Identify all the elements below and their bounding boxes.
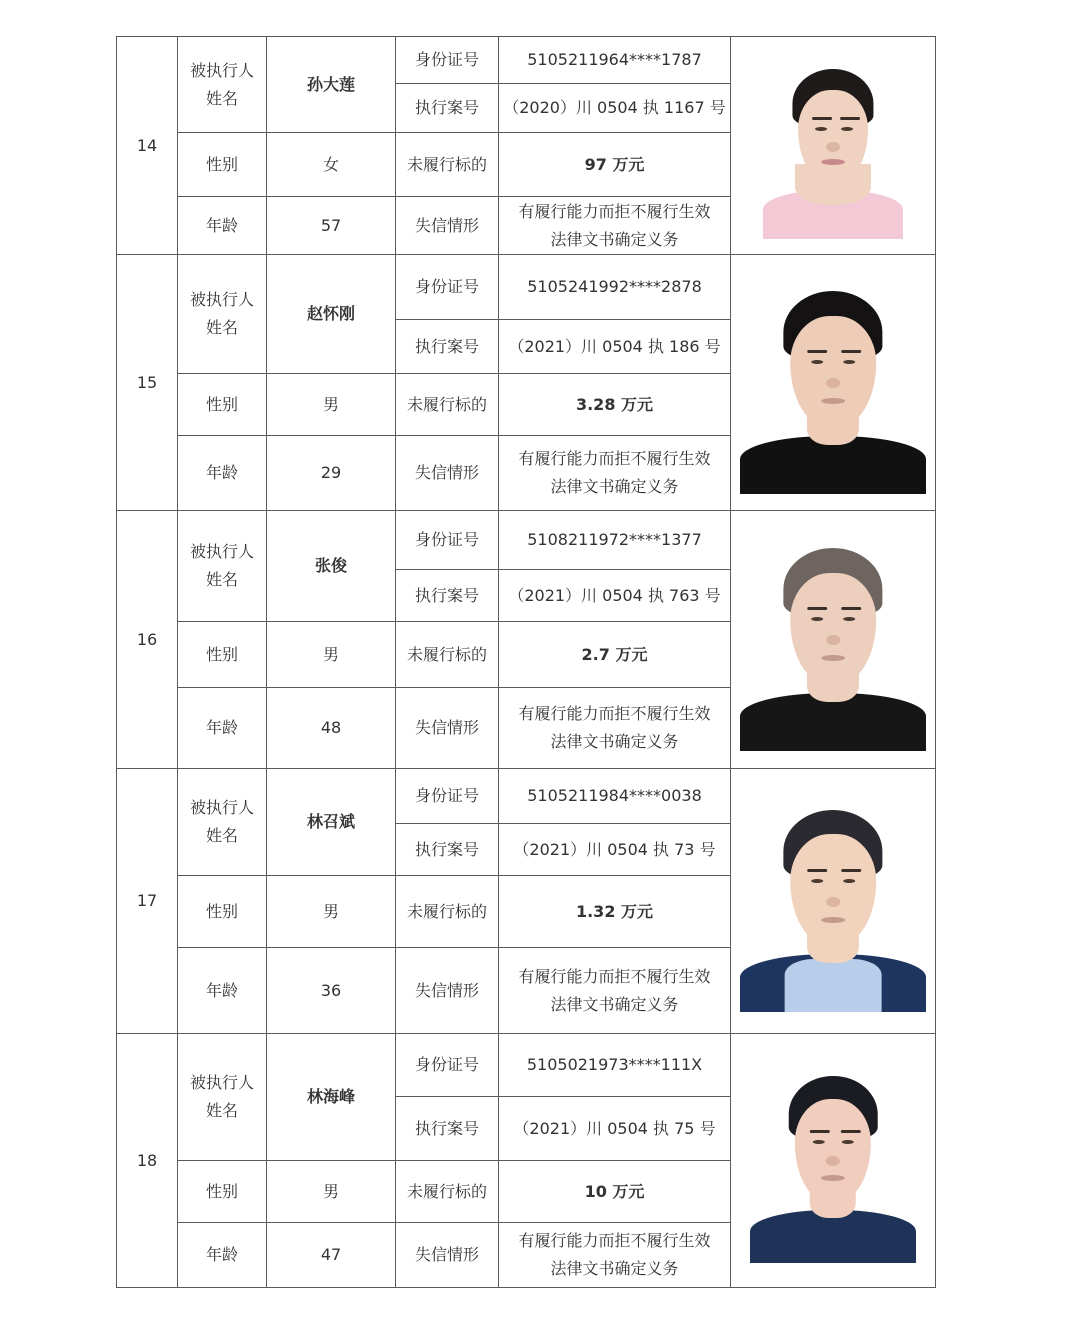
debtor-roster-table (116, 36, 936, 1288)
debtor-photo (750, 1058, 916, 1263)
reason-line2: 法律文书确定义务 (550, 229, 679, 249)
reason-line1: 有履行能力而拒不履行生效 (518, 449, 711, 468)
gender-label: 性别 (178, 133, 267, 197)
mouth (821, 159, 845, 165)
reason-label: 失信情形 (396, 197, 499, 255)
mouth (821, 1175, 845, 1181)
face-shape (798, 90, 868, 183)
name-label-line2: 姓名 (205, 570, 238, 589)
case-number-value: （2021）川 0504 执 73 号 (499, 824, 731, 876)
age-label: 年龄 (178, 688, 267, 769)
debtor-name: 赵怀刚 (267, 255, 396, 374)
case-number-value: （2021）川 0504 执 186 号 (499, 320, 731, 374)
name-label-line1: 被执行人 (189, 542, 254, 561)
record-seq-number: 16 (117, 511, 178, 769)
reason-value (499, 688, 731, 769)
age-value: 57 (267, 197, 396, 255)
left-eyebrow (812, 117, 832, 120)
reason-line1: 有履行能力而拒不履行生效 (518, 1231, 711, 1250)
record-seq-number: 18 (117, 1034, 178, 1288)
reason-line2: 法律文书确定义务 (550, 732, 679, 751)
id-number-value: 5105211984****0038 (499, 769, 731, 824)
debtor-name: 林海峰 (267, 1034, 396, 1161)
reason-label: 失信情形 (396, 436, 499, 511)
gender-value: 女 (267, 133, 396, 197)
name-label-line1: 被执行人 (189, 60, 254, 80)
photo-cell (731, 255, 936, 511)
gender-label: 性别 (178, 1161, 267, 1223)
nose (826, 142, 840, 152)
record-14 (117, 37, 936, 84)
name-label-line1: 被执行人 (189, 1073, 254, 1092)
reason-line1: 有履行能力而拒不履行生效 (518, 704, 711, 723)
face-shape (795, 1099, 871, 1202)
left-eyebrow (810, 1130, 830, 1133)
nose (826, 378, 840, 388)
case-number-label: 执行案号 (396, 570, 499, 622)
debtor-photo (740, 529, 926, 751)
reason-value (499, 948, 731, 1034)
right-eyebrow (841, 1130, 861, 1133)
reason-value (499, 197, 731, 255)
right-eyebrow (842, 607, 862, 610)
reason-value (499, 1223, 731, 1288)
reason-label: 失信情形 (396, 688, 499, 769)
name-label-line2: 姓名 (205, 318, 238, 337)
face-shape (790, 573, 876, 684)
age-label: 年龄 (178, 197, 267, 255)
name-label-line2: 姓名 (205, 1101, 238, 1120)
record-seq-number: 14 (117, 37, 178, 255)
left-eye (811, 617, 823, 621)
left-eyebrow (807, 607, 827, 610)
amount-label: 未履行标的 (396, 1161, 499, 1223)
age-label: 年龄 (178, 1223, 267, 1288)
amount-label: 未履行标的 (396, 133, 499, 197)
record-seq-number: 15 (117, 255, 178, 511)
name-label (178, 769, 267, 876)
gender-value: 男 (267, 622, 396, 688)
right-eye (843, 617, 855, 621)
reason-label: 失信情形 (396, 1223, 499, 1288)
case-number-label: 执行案号 (396, 824, 499, 876)
nose (826, 1156, 840, 1166)
right-eye (843, 879, 855, 883)
right-eyebrow (840, 117, 860, 120)
gender-label: 性别 (178, 622, 267, 688)
id-number-value: 5105021973****111X (499, 1034, 731, 1097)
right-eye (843, 360, 855, 364)
name-label (178, 1034, 267, 1161)
age-value: 47 (267, 1223, 396, 1288)
amount-value: 3.28 万元 (499, 374, 731, 436)
age-label: 年龄 (178, 436, 267, 511)
amount-label: 未履行标的 (396, 876, 499, 948)
id-number-value: 5108211972****1377 (499, 511, 731, 570)
debtor-photo (757, 53, 909, 239)
amount-value: 97 万元 (499, 133, 731, 197)
id-number-label: 身份证号 (396, 255, 499, 320)
reason-line1: 有履行能力而拒不履行生效 (518, 966, 711, 986)
id-number-label: 身份证号 (396, 769, 499, 824)
left-eye (811, 360, 823, 364)
amount-label: 未履行标的 (396, 622, 499, 688)
id-number-value: 5105241992****2878 (499, 255, 731, 320)
gender-label: 性别 (178, 374, 267, 436)
age-value: 48 (267, 688, 396, 769)
debtor-photo (740, 790, 926, 1012)
reason-label: 失信情形 (396, 948, 499, 1034)
debtor-photo (740, 272, 926, 494)
case-number-label: 执行案号 (396, 1097, 499, 1161)
left-eyebrow (807, 350, 827, 353)
name-label (178, 511, 267, 622)
case-number-label: 执行案号 (396, 320, 499, 374)
case-number-value: （2021）川 0504 执 763 号 (499, 570, 731, 622)
right-eyebrow (842, 869, 862, 872)
debtor-name: 林召斌 (267, 769, 396, 876)
amount-label: 未履行标的 (396, 374, 499, 436)
reason-line1: 有履行能力而拒不履行生效 (518, 201, 711, 221)
case-number-value: （2020）川 0504 执 1167 号 (499, 84, 731, 133)
age-label: 年龄 (178, 948, 267, 1034)
mouth (821, 655, 845, 661)
age-value: 36 (267, 948, 396, 1034)
reason-line2: 法律文书确定义务 (550, 994, 679, 1014)
debtor-name: 孙大莲 (267, 37, 396, 133)
name-label-line1: 被执行人 (189, 798, 254, 817)
record-16 (117, 511, 936, 570)
case-number-value: （2021）川 0504 执 75 号 (499, 1097, 731, 1161)
reason-line2: 法律文书确定义务 (550, 477, 679, 496)
right-eye (841, 127, 853, 131)
amount-value: 10 万元 (499, 1161, 731, 1223)
photo-cell (731, 1034, 936, 1288)
name-label-line1: 被执行人 (189, 290, 254, 309)
photo-cell (731, 511, 936, 769)
roster-body (117, 37, 936, 1288)
gender-value: 男 (267, 374, 396, 436)
name-label (178, 255, 267, 374)
name-label-line2: 姓名 (205, 826, 238, 845)
gender-value: 男 (267, 876, 396, 948)
amount-value: 2.7 万元 (499, 622, 731, 688)
debtor-name: 张俊 (267, 511, 396, 622)
record-seq-number: 17 (117, 769, 178, 1034)
id-number-label: 身份证号 (396, 37, 499, 84)
left-eye (813, 1140, 825, 1144)
name-label-line2: 姓名 (205, 88, 238, 108)
gender-label: 性别 (178, 876, 267, 948)
record-18 (117, 1034, 936, 1097)
face-shape (790, 316, 876, 427)
nose (826, 897, 840, 907)
id-number-label: 身份证号 (396, 1034, 499, 1097)
gender-value: 男 (267, 1161, 396, 1223)
reason-line2: 法律文书确定义务 (550, 1259, 679, 1278)
left-eye (815, 127, 827, 131)
name-label (178, 37, 267, 133)
photo-cell (731, 37, 936, 255)
record-15 (117, 255, 936, 320)
case-number-label: 执行案号 (396, 84, 499, 133)
shirt-collar-shape (785, 959, 882, 1012)
left-eyebrow (807, 869, 827, 872)
record-17 (117, 769, 936, 824)
id-number-label: 身份证号 (396, 511, 499, 570)
id-number-value: 5105211964****1787 (499, 37, 731, 84)
amount-value: 1.32 万元 (499, 876, 731, 948)
age-value: 29 (267, 436, 396, 511)
mouth (821, 917, 845, 923)
right-eye (842, 1140, 854, 1144)
face-shape (790, 834, 876, 945)
mouth (821, 398, 845, 404)
right-eyebrow (842, 350, 862, 353)
nose (826, 635, 840, 645)
photo-cell (731, 769, 936, 1034)
reason-value (499, 436, 731, 511)
left-eye (811, 879, 823, 883)
